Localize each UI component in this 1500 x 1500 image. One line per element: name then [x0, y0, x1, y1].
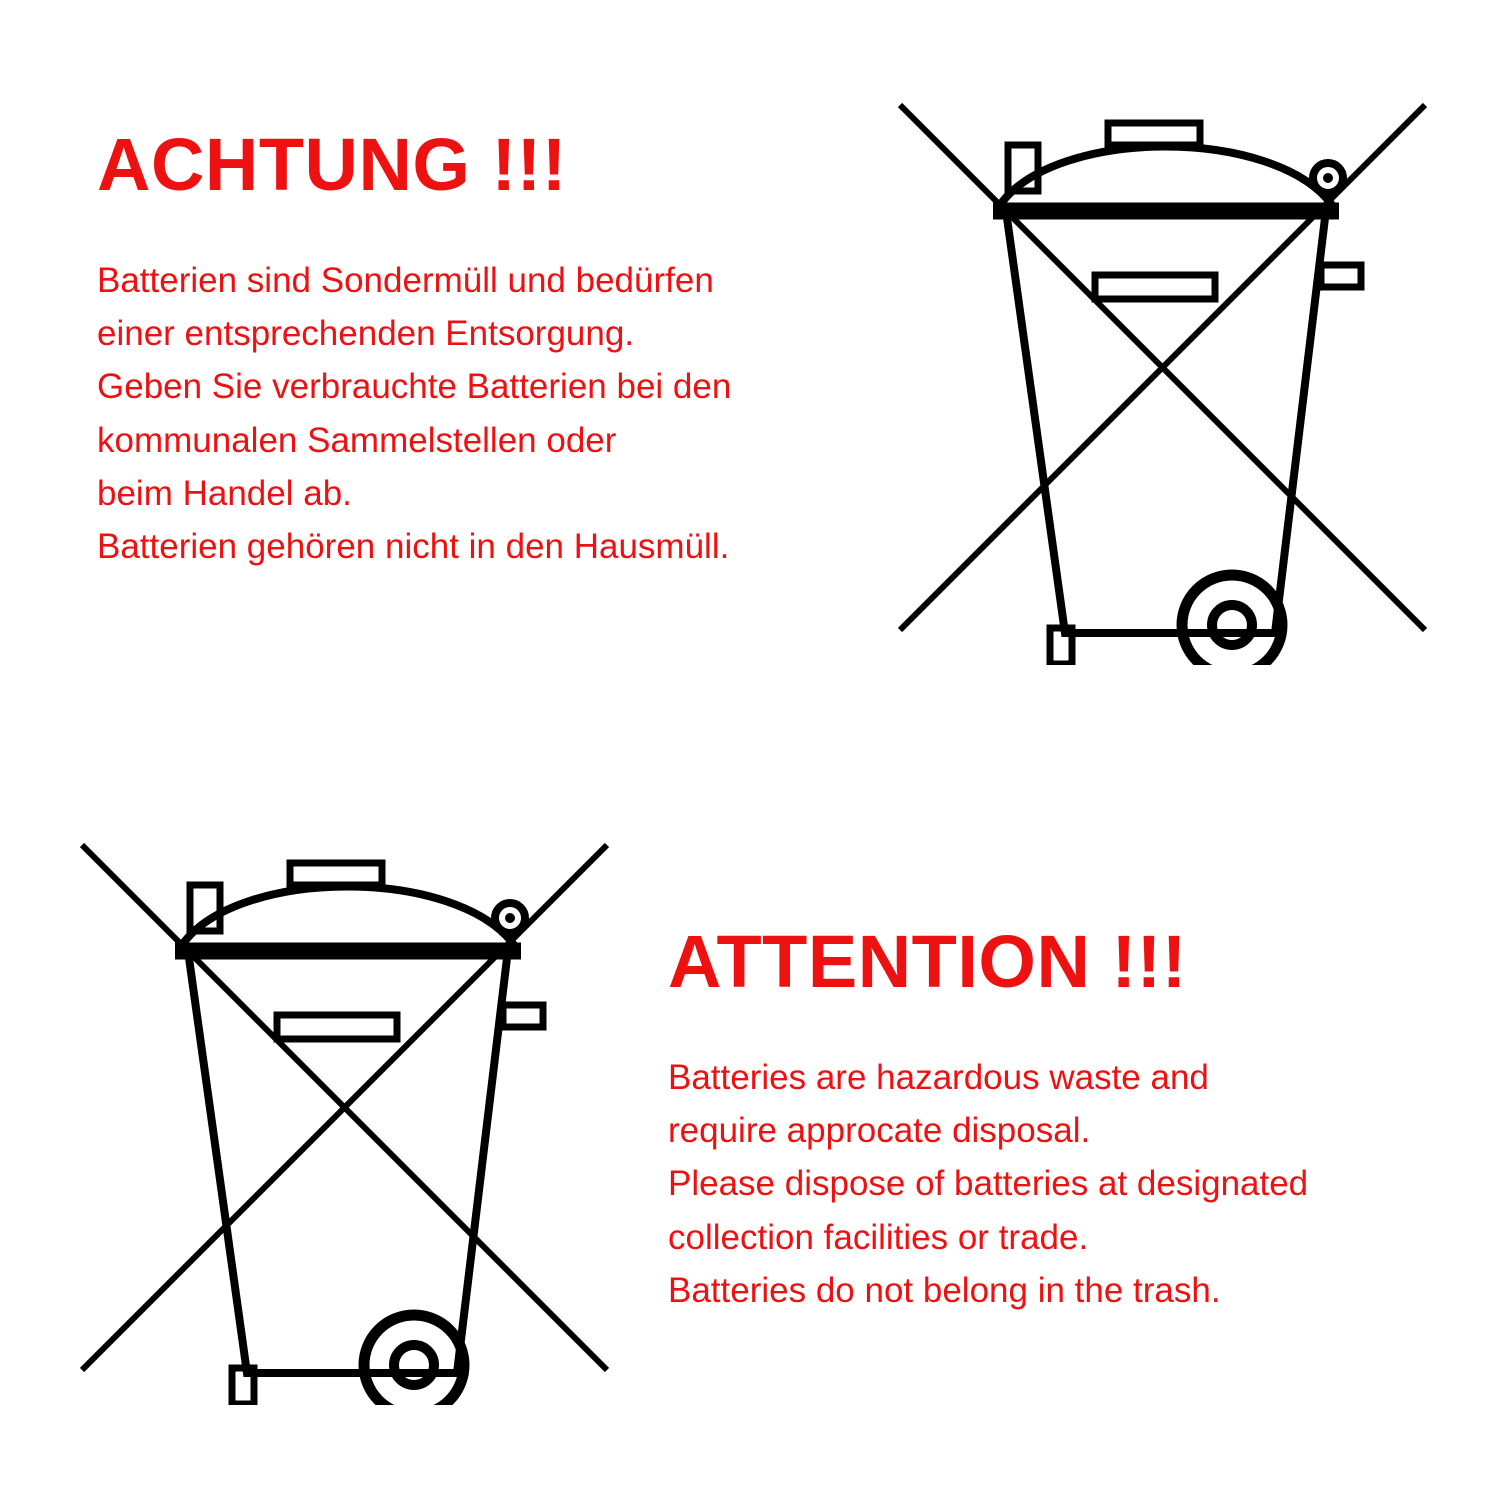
- german-body-text: [97, 254, 897, 573]
- german-line-1: Batterien sind Sondermüll und bedürfen: [97, 261, 714, 300]
- german-line-6: Batterien gehören nicht in den Hausmüll.: [97, 526, 730, 566]
- english-line-1: Batteries are hazardous waste and: [668, 1058, 1209, 1097]
- english-line-3: Please dispose of batteries at designated: [668, 1164, 1309, 1204]
- english-notice-block: [668, 920, 1458, 1317]
- crossed-out-wheelie-bin-icon: [880, 85, 1440, 665]
- english-body-text: [668, 1051, 1458, 1317]
- crossed-out-wheelie-bin-icon-2: [62, 825, 622, 1405]
- german-line-3: Geben Sie verbrauchte Batterien bei den: [97, 367, 732, 407]
- english-line-2: require approcate disposal.: [668, 1111, 1091, 1151]
- crossed-out-wheelie-bin-graphic-2: [62, 825, 622, 1405]
- german-line-2: einer entsprechenden Entsorgung.: [97, 314, 635, 354]
- german-line-5: beim Handel ab.: [97, 473, 352, 513]
- crossed-out-wheelie-bin-graphic: [880, 85, 1440, 665]
- german-heading: ACHTUNG !!!: [97, 123, 567, 206]
- english-heading: ATTENTION !!!: [668, 920, 1187, 1003]
- german-line-4: kommunalen Sammelstellen oder: [97, 420, 617, 460]
- english-line-5: Batteries do not belong in the trash.: [668, 1270, 1221, 1310]
- german-notice-block: [97, 123, 897, 573]
- english-line-4: collection facilities or trade.: [668, 1217, 1089, 1257]
